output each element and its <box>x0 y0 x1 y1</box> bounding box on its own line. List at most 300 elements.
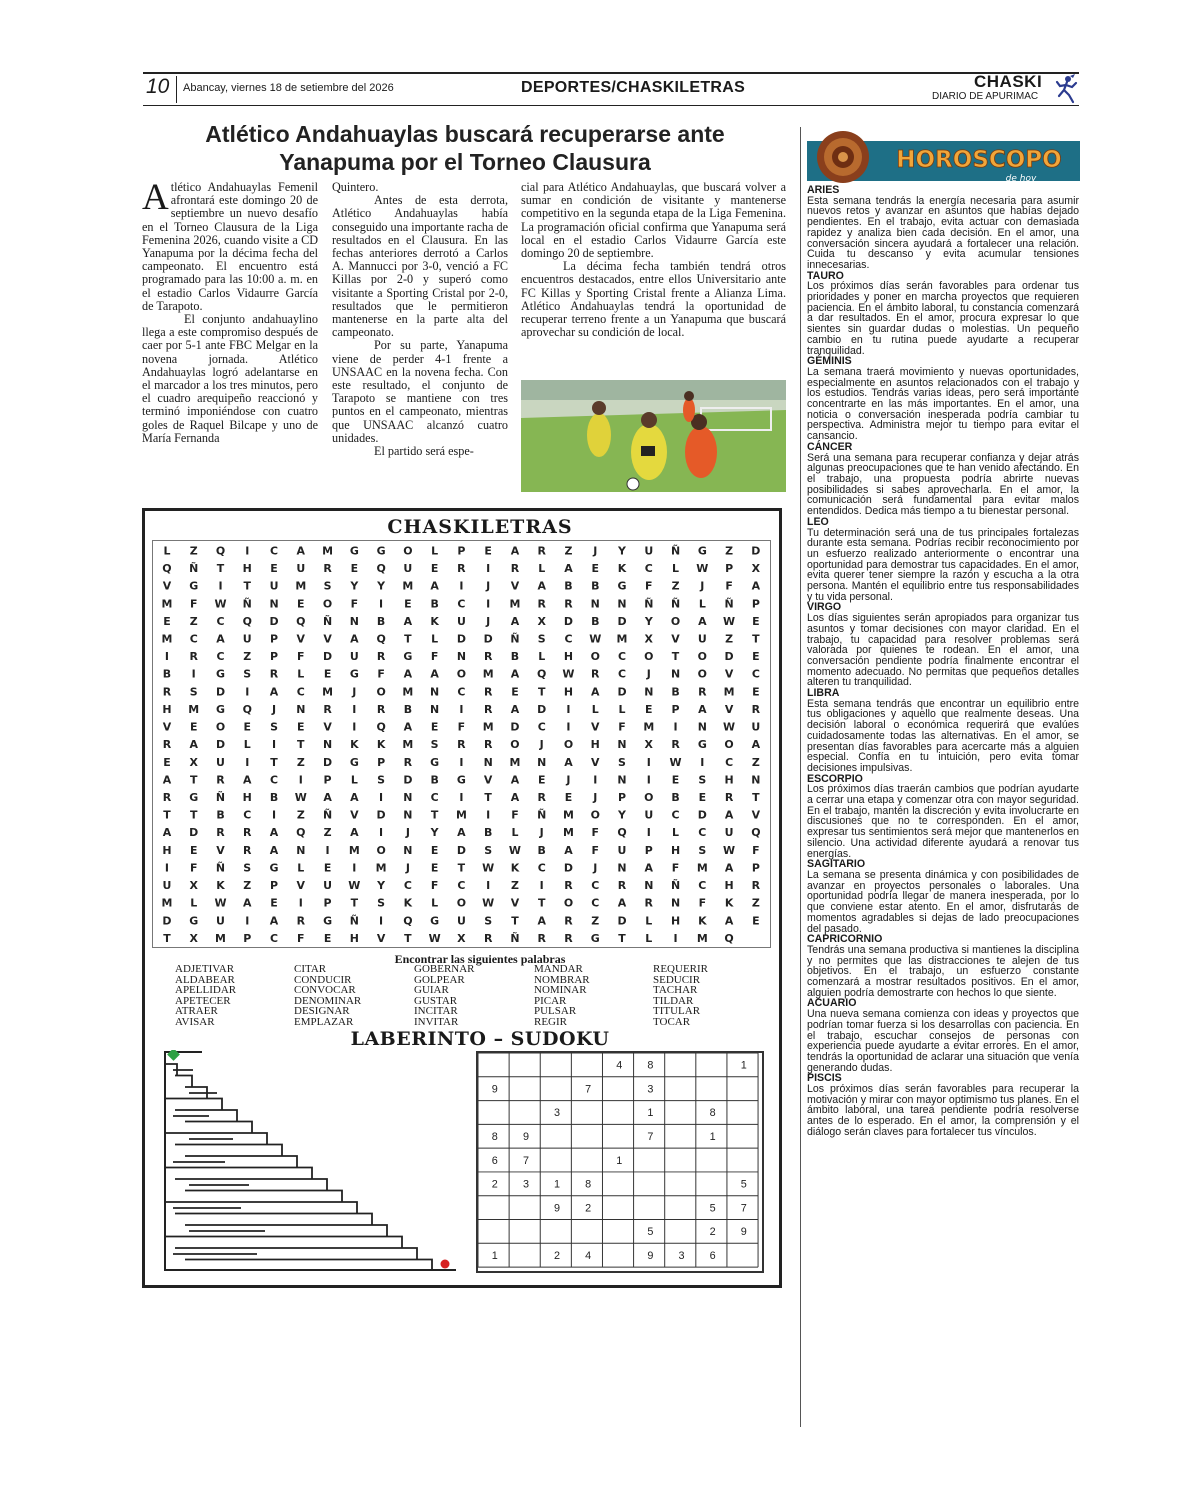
horoscope-text: La semana se presenta dinámica y con posibilidades de avanzar en proyectos personales o laborales. Una oportunidad podría llegar de manera inesperada, por lo que conviene estar atento. En el amor, disfrutarás de momentos agradables si dejas de lado preocupaciones del pasado. <box>807 869 1079 935</box>
grid-letter: R <box>644 896 653 910</box>
grid-letter: C <box>671 808 680 822</box>
grid-letter: C <box>243 808 252 822</box>
grid-letter: O <box>644 650 654 664</box>
sudoku-digit: 1 <box>647 1107 654 1120</box>
grid-letter: N <box>751 773 761 787</box>
grid-letter: W <box>482 896 495 910</box>
grid-letter: W <box>696 562 709 576</box>
grid-letter: R <box>483 738 493 752</box>
horoscope-list <box>807 185 1079 1138</box>
grid-letter: U <box>751 720 761 734</box>
grid-letter: K <box>350 738 359 752</box>
grid-letter: I <box>459 702 464 716</box>
grid-letter: I <box>245 914 250 928</box>
grid-letter: A <box>350 826 359 840</box>
grid-letter: E <box>564 791 573 805</box>
grid-letter: D <box>162 914 172 928</box>
grid-letter: U <box>323 879 333 893</box>
grid-letter: N <box>644 685 654 699</box>
word-list-item: INCITAR <box>414 1005 458 1017</box>
grid-letter: V <box>671 632 680 646</box>
grid-letter: Ñ <box>510 931 520 945</box>
grid-letter: B <box>483 826 493 840</box>
header-divider <box>176 76 177 103</box>
grid-letter: R <box>243 826 252 840</box>
sudoku-digit: 9 <box>554 1202 561 1215</box>
word-list-item: TACHAR <box>653 984 698 996</box>
grid-letter: T <box>189 773 198 787</box>
grid-letter: D <box>189 826 199 840</box>
grid-letter: N <box>430 685 440 699</box>
grid-letter: M <box>295 579 307 593</box>
grid-letter: R <box>189 650 198 664</box>
maze-wall <box>185 1191 342 1203</box>
grid-letter: A <box>644 861 654 875</box>
brand-name: CHASKI <box>974 72 1043 91</box>
grid-letter: Z <box>243 879 252 893</box>
grid-letter: A <box>162 826 172 840</box>
grid-letter: A <box>243 773 252 787</box>
grid-letter: E <box>752 685 760 699</box>
grid-letter: I <box>459 791 464 805</box>
grid-letter: I <box>379 597 384 611</box>
grid-letter: T <box>216 562 225 576</box>
word-list-title: Encontrar las siguientes palabras <box>394 952 566 966</box>
grid-letter: W <box>669 755 682 769</box>
grid-letter: J <box>405 861 410 875</box>
grid-letter: P <box>270 650 279 664</box>
grid-letter: M <box>375 861 387 875</box>
grid-letter: T <box>752 791 760 805</box>
grid-letter: T <box>752 632 760 646</box>
grid-letter: B <box>403 702 413 716</box>
word-list-item: GOLPEAR <box>414 973 465 986</box>
grid-letter: T <box>270 755 278 769</box>
grid-letter: E <box>430 562 439 576</box>
grid-letter: H <box>670 914 681 928</box>
grid-letter: Z <box>189 544 198 558</box>
word-list-item: APELLIDAR <box>175 984 237 996</box>
grid-letter: M <box>161 597 173 611</box>
grid-letter: M <box>563 808 574 822</box>
grid-letter: C <box>457 685 466 699</box>
grid-letter: L <box>698 597 706 611</box>
word-list-column <box>175 964 236 1027</box>
grid-letter: J <box>700 579 705 593</box>
grid-letter: M <box>322 685 334 699</box>
grid-letter: G <box>215 702 225 716</box>
grid-letter: C <box>537 720 546 734</box>
grid-letter: I <box>352 702 357 716</box>
grid-letter: K <box>724 896 734 910</box>
grid-letter: C <box>189 632 198 646</box>
grid-letter: R <box>724 791 734 805</box>
grid-letter: K <box>430 614 439 628</box>
sudoku-digit: 1 <box>554 1178 561 1191</box>
grid-letter: E <box>297 597 305 611</box>
grid-letter: A <box>323 791 332 805</box>
grid-letter: U <box>216 755 225 769</box>
word-list-item: MANDAR <box>534 963 583 975</box>
grid-letter: M <box>455 808 467 822</box>
grid-letter: M <box>509 755 521 769</box>
grid-letter: M <box>482 720 494 734</box>
grid-letter: I <box>566 720 571 734</box>
horoscope-sign-9: CAPRICORNIO <box>807 933 883 946</box>
grid-letter: P <box>270 879 279 893</box>
grid-letter: I <box>646 755 651 769</box>
grid-letter: Z <box>296 755 305 769</box>
horoscope-text: Los próximos días serán favorables para recuperar la motivación y mirar con mayor optimismo tus planes. En el ámbito laboral, una tarea pendiente podría resolverse antes de lo esperado. En el amor, la comprensión y el diálogo serán claves para fortalecer tus vínculos. <box>807 1083 1079 1138</box>
grid-letter: P <box>751 597 760 611</box>
maze-wall <box>165 1237 402 1249</box>
grid-letter: G <box>323 914 333 928</box>
word-list-item: CITAR <box>294 963 327 975</box>
article-paragraph: La décima fecha también tendrá otros encuentros destacados, entre ellos Universitario ante FC Killas y Sporting Cristal frente a Alianza Lima. Atlético Andahuaylas tendrá la oportunidad de recuperar terreno frente a un Yanapuma que buscará aprovechar su condición de local. <box>521 259 786 340</box>
grid-letter: N <box>296 702 306 716</box>
grid-letter: R <box>671 738 680 752</box>
grid-letter: U <box>697 632 707 646</box>
sudoku-digit: 9 <box>740 1226 747 1239</box>
sudoku-digit: 9 <box>522 1131 529 1144</box>
article-paragraph: Antes de esta derrota, Atlético Andahuaylas había conseguido una importante racha de resultados en el Clausura. En las fechas anteriores derrotó a Carlos A. Mannucci por 3-0, venció a FC Killas por 2-0 y superó como visitante a Sporting Cristal por 2-0, resultados que le permitieron mantenerse en la parte alta del campeonato. <box>332 193 508 340</box>
sudoku-digit: 2 <box>491 1178 498 1191</box>
grid-letter: A <box>216 632 225 646</box>
grid-letter: L <box>591 702 599 716</box>
grid-letter: R <box>483 650 493 664</box>
grid-letter: Q <box>376 562 386 576</box>
article-paragraph: El partido será espe- <box>374 444 474 459</box>
grid-letter: T <box>457 861 466 875</box>
grid-letter: Q <box>242 614 252 628</box>
grid-letter: J <box>539 738 544 752</box>
grid-letter: R <box>537 791 546 805</box>
sudoku-digit: 3 <box>554 1107 561 1120</box>
grid-letter: R <box>537 597 546 611</box>
word-search-grid <box>152 540 771 948</box>
grid-letter: A <box>350 632 359 646</box>
grid-letter: B <box>430 597 439 611</box>
grid-letter: V <box>751 808 761 822</box>
grid-letter: D <box>563 861 574 875</box>
grid-letter: Ñ <box>510 632 520 646</box>
horoscope-text: Esta semana tendrás la energía necesaria para asumir nuevos retos y avanzar en asuntos que habías dejado pendientes. En el trabajo, evita actuar con demasiada rapidez y analiza bien cada decisión. En el amor, una conversación sincera ayudará a fortalecer una relación. Cuida tu descanso y evita acumular tensiones innecesarias. <box>807 194 1079 271</box>
article-paragraph: Quintero. <box>332 180 379 194</box>
grid-letter: H <box>590 738 600 752</box>
horoscope-sign-4: LEO <box>807 515 829 528</box>
grid-letter: H <box>670 843 681 857</box>
horoscope-text: Será una semana para recuperar confianza y dejar atrás algunas preocupaciones que te han venido afectando. En el trabajo, una propuesta podría abrirte nuevas posibilidades si sabes aprovecharla. En el amor, la comunicación será fundamental para evitar malos entendidos. Dedica más tiempo a tu bienestar personal. <box>807 451 1079 518</box>
grid-letter: U <box>644 544 654 558</box>
grid-letter: J <box>646 667 651 681</box>
grid-letter: H <box>563 685 574 699</box>
grid-letter: D <box>323 650 333 664</box>
grid-letter: B <box>591 579 600 593</box>
grid-letter: P <box>323 773 332 787</box>
grid-letter: U <box>617 843 627 857</box>
grid-letter: Z <box>671 579 680 593</box>
grid-letter: N <box>456 650 466 664</box>
grid-letter: Ñ <box>349 914 359 928</box>
grid-letter: E <box>752 614 760 628</box>
grid-letter: G <box>189 914 199 928</box>
grid-letter: N <box>617 861 627 875</box>
grid-letter: G <box>430 914 440 928</box>
grid-letter: V <box>162 720 172 734</box>
column-rule <box>800 127 801 1427</box>
grid-letter: H <box>724 879 734 893</box>
article-column-2 <box>332 181 508 458</box>
word-list-column <box>534 964 590 1027</box>
horoscope-sign-1: TAURO <box>807 269 844 282</box>
chaski-runner-logo <box>1054 74 1078 104</box>
grid-letter: F <box>297 650 305 664</box>
grid-letter: F <box>671 861 680 875</box>
grid-letter: Y <box>430 826 439 840</box>
grid-letter: C <box>270 931 279 945</box>
grid-letter: K <box>510 861 520 875</box>
grid-letter: E <box>323 931 332 945</box>
grid-letter: I <box>486 597 491 611</box>
grid-letter: X <box>537 614 546 628</box>
grid-letter: V <box>510 579 520 593</box>
grid-letter: P <box>377 755 386 769</box>
article-column-1 <box>142 177 318 445</box>
grid-letter: Ñ <box>215 791 226 805</box>
grid-letter: A <box>510 791 520 805</box>
grid-letter: L <box>645 931 653 945</box>
grid-letter: F <box>645 579 653 593</box>
grid-letter: L <box>243 738 251 752</box>
grid-letter: A <box>564 843 573 857</box>
grid-letter: T <box>163 931 171 945</box>
grid-letter: V <box>724 667 734 681</box>
chaskiletras-title: CHASKILETRAS <box>387 516 573 538</box>
word-list-item: AVISAR <box>175 1015 215 1028</box>
grid-letter: A <box>510 667 520 681</box>
grid-letter: I <box>271 738 277 752</box>
grid-letter: A <box>698 702 707 716</box>
grid-letter: I <box>245 685 250 699</box>
grid-letter: H <box>724 773 734 787</box>
grid-letter: T <box>189 808 198 822</box>
grid-letter: D <box>617 614 627 628</box>
grid-letter: I <box>352 861 357 875</box>
grid-letter: O <box>563 896 574 910</box>
sudoku-digit: 8 <box>709 1107 716 1120</box>
grid-letter: U <box>296 562 306 576</box>
grid-letter: E <box>243 720 251 734</box>
sudoku-digit: 3 <box>522 1178 529 1191</box>
grid-letter: W <box>508 843 521 857</box>
maze-sudoku-title: LABERINTO – SUDOKU <box>350 1028 610 1050</box>
grid-letter: Z <box>751 896 760 910</box>
grid-letter: A <box>269 826 279 840</box>
word-list-item: ADJETIVAR <box>175 963 235 975</box>
grid-letter: O <box>697 667 707 681</box>
grid-letter: T <box>537 685 546 699</box>
grid-letter: Y <box>618 544 626 558</box>
word-list-item: APETECER <box>175 994 231 1007</box>
grid-letter: F <box>511 808 519 822</box>
grid-letter: J <box>593 861 598 875</box>
grid-letter: X <box>644 738 653 752</box>
grid-letter: U <box>216 914 225 928</box>
grid-letter: T <box>537 896 546 910</box>
grid-letter: M <box>322 544 334 558</box>
grid-letter: G <box>349 667 359 681</box>
grid-letter: C <box>296 685 305 699</box>
grid-letter: B <box>671 791 680 805</box>
date-line: Abancay, viernes 18 de setiembre del 2026 <box>183 82 394 94</box>
grid-letter: L <box>431 544 439 558</box>
grid-letter: W <box>214 896 227 910</box>
grid-letter: I <box>218 579 223 593</box>
grid-letter: N <box>697 720 707 734</box>
horoscope-sign-11: PISCIS <box>807 1072 842 1085</box>
grid-letter: B <box>376 614 386 628</box>
grid-letter: Y <box>377 579 386 593</box>
sudoku-digit: 7 <box>522 1154 529 1167</box>
grid-letter: L <box>431 896 439 910</box>
grid-letter: N <box>617 738 627 752</box>
grid-letter: R <box>323 702 332 716</box>
grid-letter: R <box>323 562 332 576</box>
horoscope-banner-title: HOROSCOPO <box>896 147 1062 173</box>
grid-letter: E <box>484 544 492 558</box>
grid-letter: F <box>725 579 733 593</box>
grid-letter: A <box>403 667 413 681</box>
grid-letter: Y <box>618 808 626 822</box>
grid-letter: F <box>189 861 198 875</box>
grid-letter: C <box>617 650 627 664</box>
grid-letter: V <box>296 632 306 646</box>
grid-letter: Z <box>564 544 573 558</box>
grid-letter: J <box>539 826 544 840</box>
grid-letter: F <box>430 879 439 893</box>
grid-letter: D <box>617 685 627 699</box>
grid-letter: W <box>723 843 736 857</box>
grid-letter: R <box>564 914 573 928</box>
grid-letter: A <box>751 738 761 752</box>
grid-letter: A <box>269 914 279 928</box>
grid-letter: M <box>723 685 735 699</box>
grid-letter: Ñ <box>670 879 681 893</box>
grid-letter: P <box>270 632 279 646</box>
grid-letter: C <box>564 632 573 646</box>
grid-letter: Q <box>537 667 547 681</box>
grid-letter: I <box>164 861 169 875</box>
grid-letter: N <box>296 843 306 857</box>
grid-letter: Z <box>725 544 734 558</box>
grid-letter: G <box>697 544 707 558</box>
word-list-item: REGIR <box>534 1015 567 1028</box>
grid-letter: M <box>161 896 173 910</box>
grid-letter: P <box>617 791 627 805</box>
article-paragraph: tlético Andahuaylas Femenil afrontará este domingo 20 de septiembre un nuevo desafío en el Torneo Clausura de la Liga Femenina 2026, cuando visite a CD Yanapuma por la décima fecha del campeonato. El encuentro está programado para las 10:00 a. m. en el estadio Carlos Vidaurre García de Tarapoto. <box>142 180 318 313</box>
grid-letter: I <box>298 773 303 787</box>
grid-letter: D <box>456 632 466 646</box>
grid-letter: N <box>269 597 279 611</box>
grid-letter: Q <box>296 614 306 628</box>
word-list-item: ATRAER <box>175 1005 218 1017</box>
grid-letter: L <box>350 773 358 787</box>
grid-letter: Z <box>510 879 519 893</box>
grid-letter: D <box>724 650 734 664</box>
grid-letter: N <box>483 755 493 769</box>
grid-letter: V <box>510 896 520 910</box>
grid-letter: R <box>483 931 493 945</box>
sudoku-digit: 8 <box>585 1178 592 1191</box>
horoscope-banner-subtitle: de hoy <box>1005 174 1037 184</box>
grid-letter: Ñ <box>322 808 333 822</box>
grid-letter: M <box>402 579 414 593</box>
grid-letter: N <box>590 597 600 611</box>
sudoku-digit: 1 <box>491 1250 498 1263</box>
grid-letter: Q <box>376 632 386 646</box>
grid-letter: O <box>697 650 707 664</box>
grid-letter: U <box>724 826 734 840</box>
grid-letter: Ñ <box>537 808 547 822</box>
grid-letter: D <box>697 808 707 822</box>
grid-letter: I <box>673 931 678 945</box>
grid-letter: Q <box>617 826 627 840</box>
grid-letter: K <box>216 879 225 893</box>
sudoku-digit: 9 <box>647 1250 654 1263</box>
grid-letter: A <box>564 755 573 769</box>
grid-letter: C <box>617 667 627 681</box>
grid-letter: W <box>723 614 736 628</box>
grid-letter: A <box>296 544 306 558</box>
grid-letter: J <box>486 614 491 628</box>
grid-letter: S <box>537 632 546 646</box>
grid-letter: A <box>243 896 252 910</box>
grid-letter: S <box>323 579 332 593</box>
grid-letter: I <box>245 755 250 769</box>
grid-letter: Y <box>377 879 386 893</box>
grid-letter: M <box>215 931 226 945</box>
grid-letter: I <box>379 826 384 840</box>
grid-letter: A <box>564 562 573 576</box>
grid-letter: T <box>163 808 171 822</box>
grid-letter: E <box>537 773 546 787</box>
grid-letter: L <box>297 861 305 875</box>
grid-letter: Z <box>296 808 305 822</box>
grid-letter: C <box>698 879 707 893</box>
section-title: DEPORTES/CHASKILETRAS <box>521 79 746 96</box>
grid-letter: B <box>510 650 520 664</box>
maze-end-icon <box>441 1260 450 1269</box>
sudoku-digit: 8 <box>491 1131 498 1144</box>
grid-letter: F <box>618 720 626 734</box>
word-list-item: EMPLAZAR <box>294 1015 354 1028</box>
grid-letter: E <box>270 896 278 910</box>
grid-letter: Ñ <box>242 597 252 611</box>
grid-letter: O <box>563 738 574 752</box>
grid-letter: M <box>402 738 414 752</box>
grid-letter: Z <box>751 755 760 769</box>
grid-letter: C <box>457 879 466 893</box>
grid-letter: E <box>752 914 760 928</box>
grid-letter: P <box>457 544 466 558</box>
grid-letter: C <box>216 650 225 664</box>
grid-letter: A <box>510 773 520 787</box>
horoscope-text: Tu determinación será una de tus principales fortalezas durante esta semana. Podrías recibir reconocimiento por un esfuerzo realizado anteriormente o encontrar una oportunidad para demostrar tus capacidades. En el amor, evita querer tener siempre la razón y escucha a la otra persona. Mantén el equilibrio entre tus responsabilidades y tu vida personal. <box>807 526 1079 603</box>
grid-letter: E <box>189 843 198 857</box>
grid-letter: I <box>593 773 598 787</box>
grid-letter: E <box>591 562 599 576</box>
grid-letter: O <box>644 791 654 805</box>
